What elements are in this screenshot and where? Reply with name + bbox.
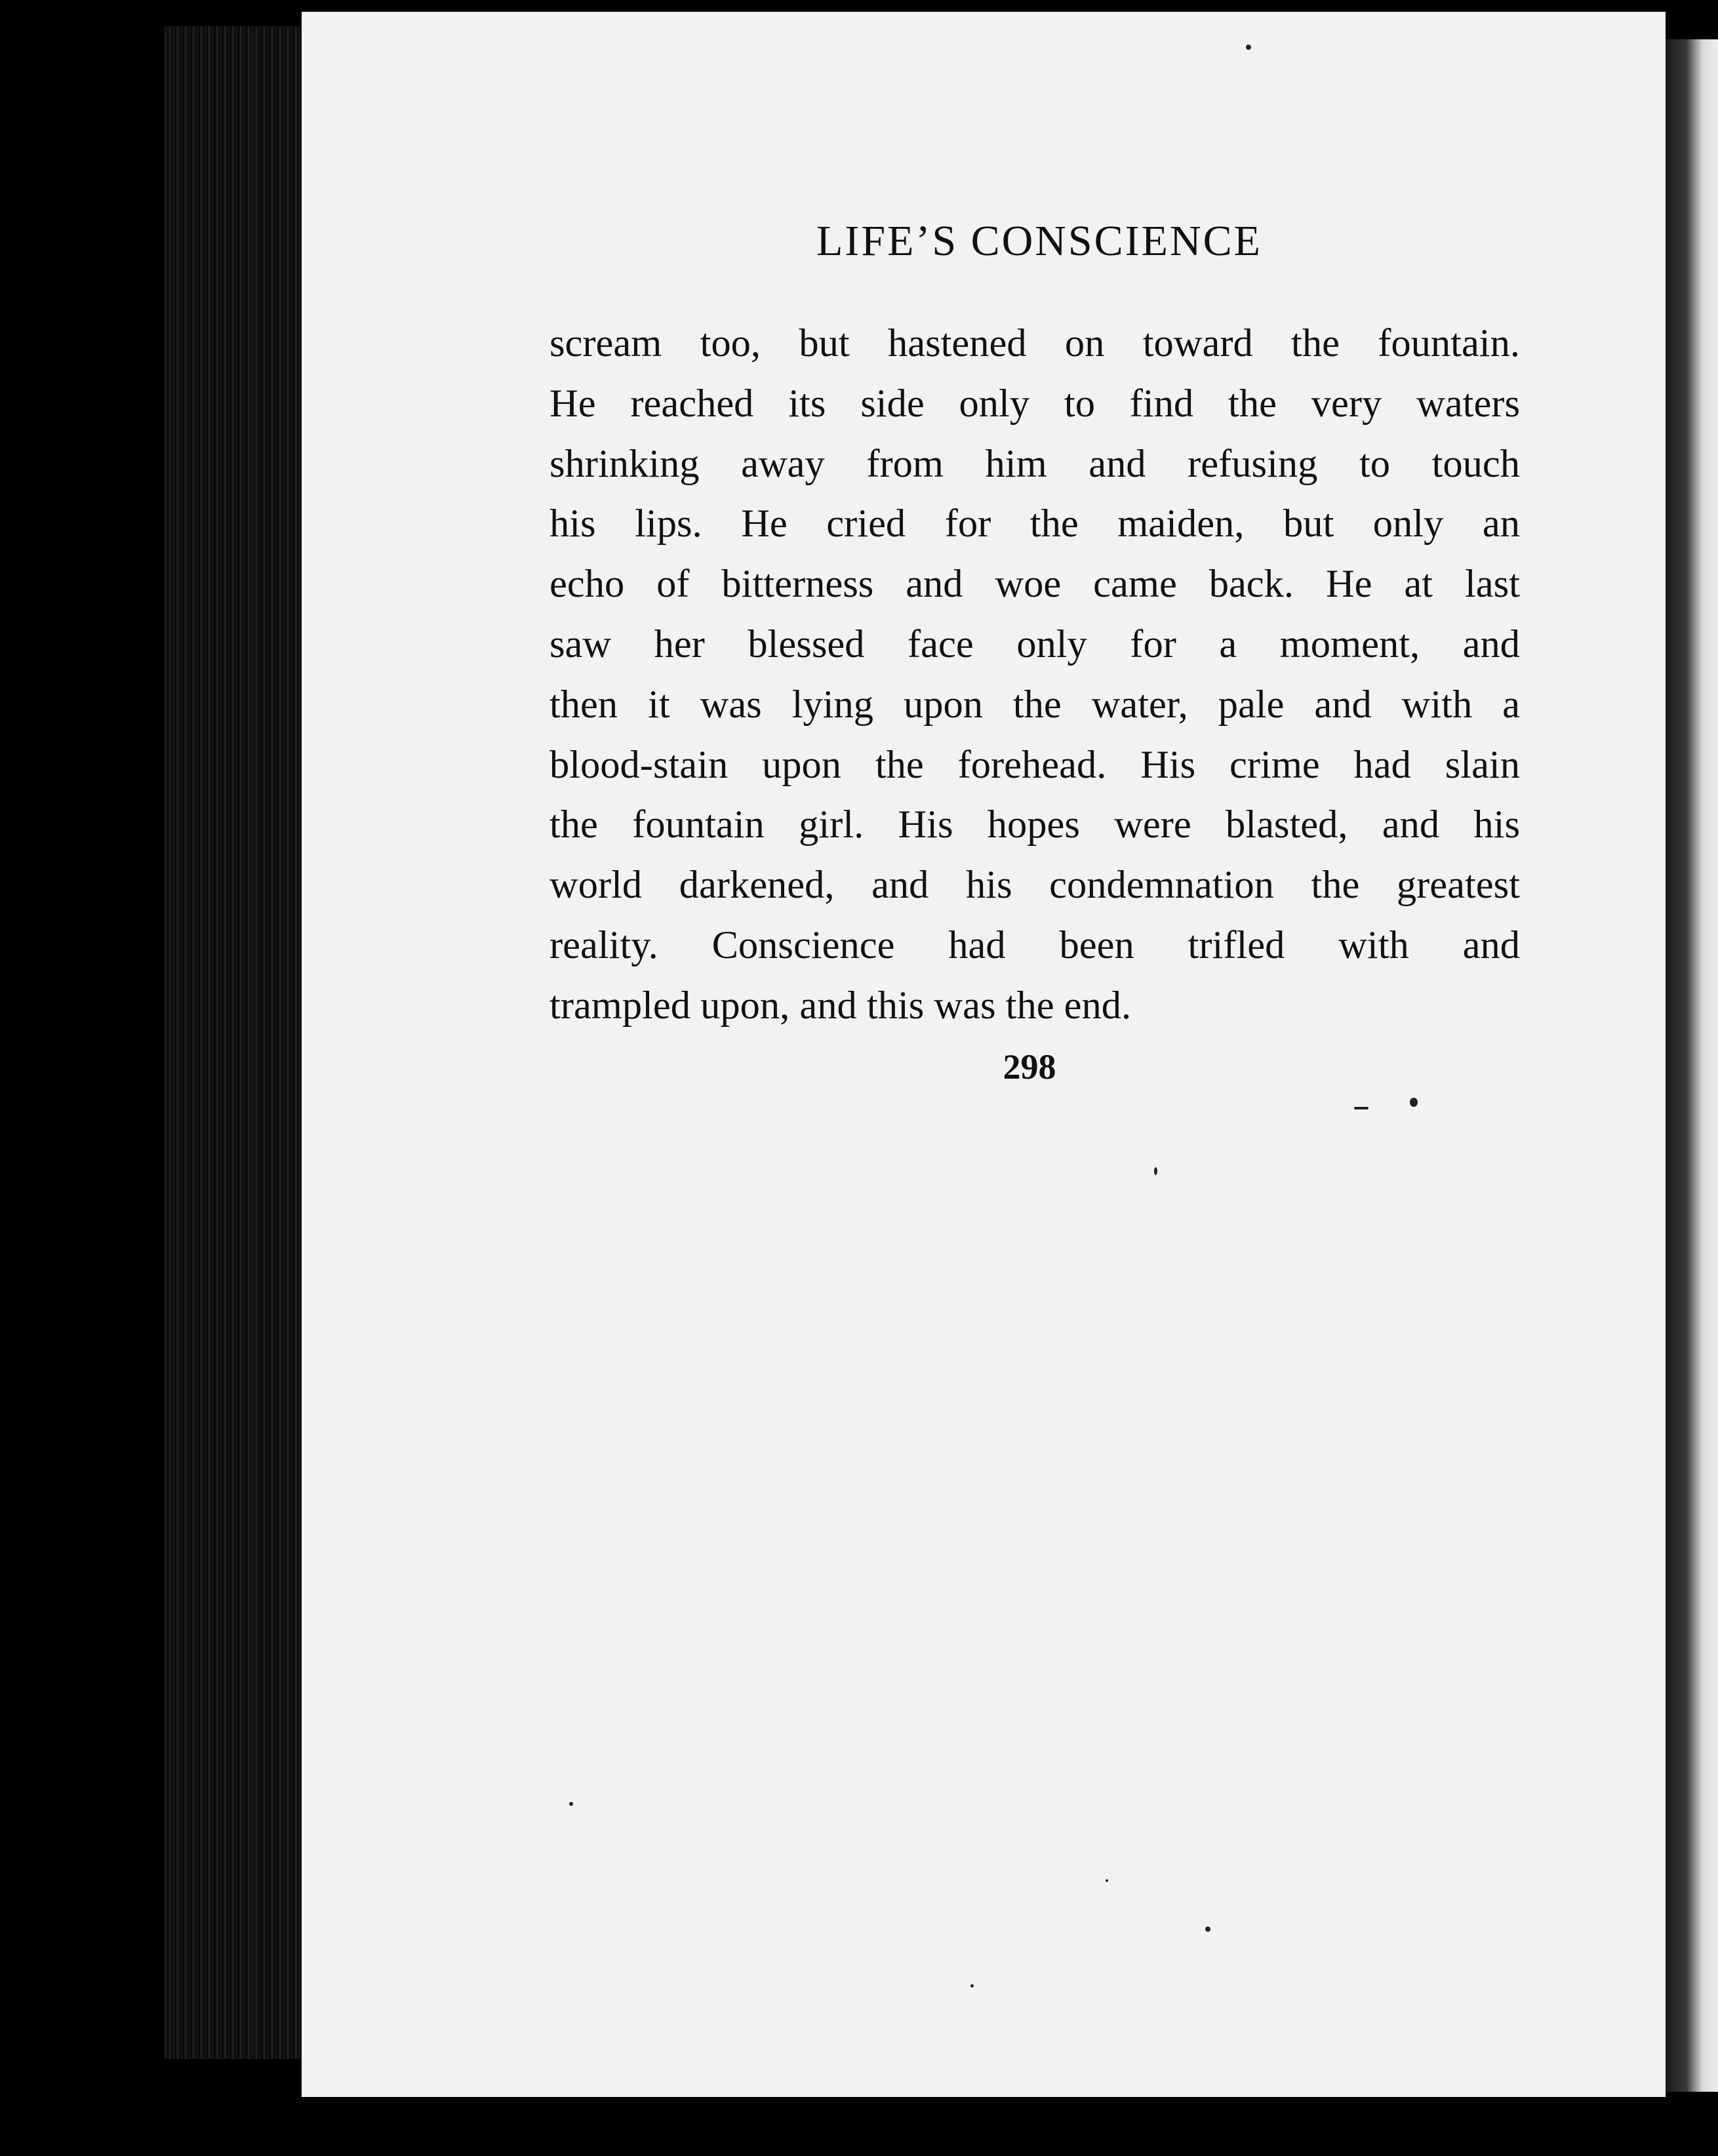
text-line: saw her blessed face only for a moment, and [549, 622, 1520, 666]
text-line: He reached its side only to find the very waters [549, 381, 1520, 426]
text-line: the fountain girl. His hopes were blasted, and his [549, 803, 1520, 847]
scan-speck [1154, 1167, 1157, 1175]
scan-speck [1106, 1879, 1108, 1882]
facing-page-edge [1666, 39, 1718, 2092]
text-line: blood-stain upon the forehead. His crime had slain [549, 742, 1520, 787]
text-line: trampled upon, and this was the end. [549, 983, 1132, 1028]
scan-speck [1246, 45, 1251, 50]
scan-speck [1205, 1926, 1210, 1932]
text-line: then it was lying upon the water, pale and with a [549, 682, 1520, 727]
body-text [549, 313, 1520, 1036]
text-line: echo of bitterness and woe came back. He at last [549, 562, 1520, 607]
scan-speck [1354, 1107, 1368, 1109]
text-line: reality. Conscience had been trifled with and [549, 923, 1520, 967]
scan-speck [1410, 1098, 1418, 1107]
running-head: LIFE’S CONSCIENCE [816, 217, 1262, 265]
text-line: his lips. He cried for the maiden, but only an [549, 502, 1520, 546]
scan-speck [569, 1802, 573, 1806]
text-line: scream too, but hastened on toward the fountain. [549, 321, 1520, 365]
page-number: 298 [1003, 1047, 1056, 1087]
text-line: shrinking away from him and refusing to touch [549, 441, 1520, 486]
book-page-edges [164, 26, 315, 2059]
text-line: world darkened, and his condemnation the greatest [549, 863, 1520, 908]
scan-speck [970, 1984, 974, 1987]
